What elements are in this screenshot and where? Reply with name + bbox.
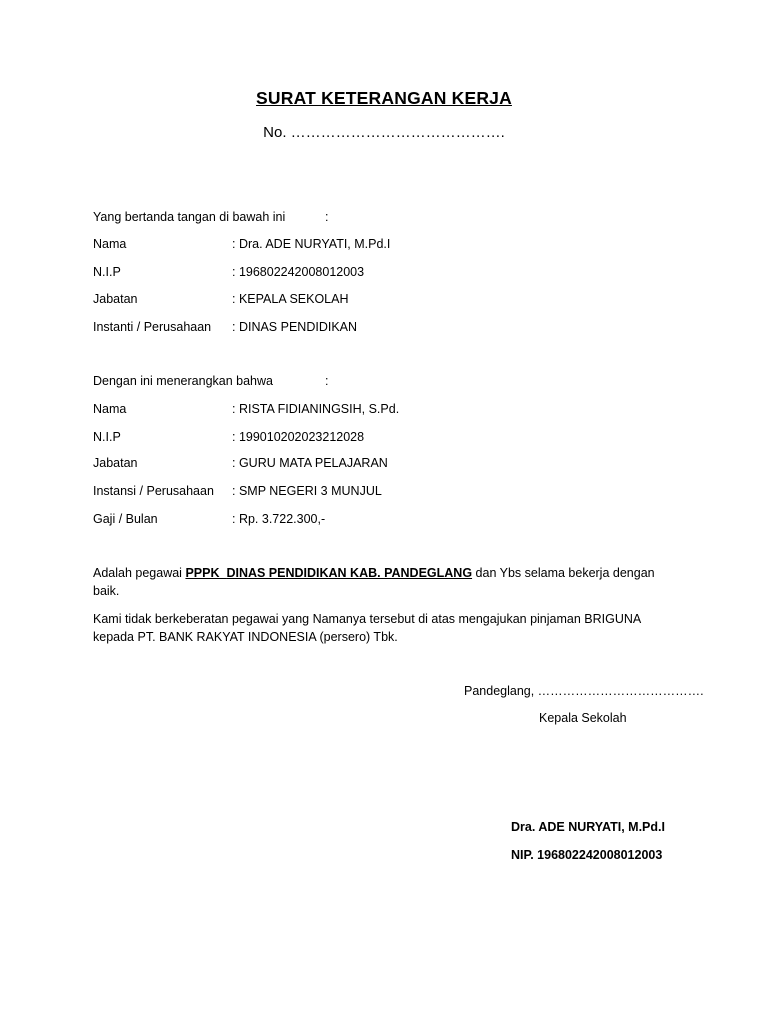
field-value: : 196802242008012003 [232, 265, 365, 279]
employee-intro [93, 374, 329, 388]
signer-row-institution [93, 320, 358, 334]
field-value: : 199010202023212028 [232, 430, 365, 444]
place-date: Pandeglang, …………………………………. [464, 684, 704, 698]
field-value: : Rp. 3.722.300,- [232, 512, 326, 526]
field-label: Instanti / Perusahaan [93, 320, 212, 334]
field-label: Nama [93, 402, 127, 416]
signer-row-nip [93, 265, 365, 279]
field-label: Jabatan [93, 456, 138, 470]
field-value: : SMP NEGERI 3 MUNJUL [232, 484, 382, 498]
letter-number: No. ……………………………………. [263, 124, 505, 141]
signer-row-name [93, 237, 391, 251]
field-value: : DINAS PENDIDIKAN [232, 320, 358, 334]
employee-intro-text: Dengan ini menerangkan bahwa [93, 374, 273, 388]
field-label: Gaji / Bulan [93, 512, 158, 526]
letter-title: SURAT KETERANGAN KERJA [256, 88, 512, 108]
field-value: : Dra. ADE NURYATI, M.Pd.I [232, 237, 391, 251]
agency-name: DINAS PENDIDIKAN KAB. PANDEGLANG [226, 566, 473, 580]
employee-row-salary [93, 512, 326, 526]
pppk-label: PPPK [185, 566, 220, 580]
field-value: : GURU MATA PELAJARAN [232, 456, 388, 470]
signer-name: Dra. ADE NURYATI, M.Pd.I [511, 820, 665, 834]
employee-row-position [93, 456, 388, 470]
no-objection-statement: Kami tidak berkeberatan pegawai yang Namanya tersebut di atas mengajukan pinjaman BRIGUNA kepada PT. BANK RAKYAT INDONESIA (persero) Tbk. [93, 612, 641, 644]
signer-row-position [93, 292, 349, 306]
signer-intro-colon: : [325, 210, 329, 224]
signer-intro-text: Yang bertanda tangan di bawah ini [93, 210, 286, 224]
statement-suffix: dan Ybs selama bekerja dengan baik. [93, 566, 655, 598]
signer-nip: NIP. 196802242008012003 [511, 848, 663, 862]
field-label: Jabatan [93, 292, 138, 306]
employee-row-name [93, 402, 400, 416]
field-label: Nama [93, 237, 127, 251]
employee-row-nip [93, 430, 365, 444]
field-label: N.I.P [93, 430, 121, 444]
field-label: Instansi / Perusahaan [93, 484, 214, 498]
field-value: : KEPALA SEKOLAH [232, 292, 349, 306]
statement-prefix: Adalah pegawai [93, 566, 186, 580]
signer-intro [93, 210, 329, 224]
signer-position: Kepala Sekolah [539, 711, 627, 725]
employee-row-institution [93, 484, 382, 498]
employment-statement [93, 565, 665, 600]
field-label: N.I.P [93, 265, 121, 279]
employee-intro-colon: : [325, 374, 329, 388]
field-value: : RISTA FIDIANINGSIH, S.Pd. [232, 402, 400, 416]
